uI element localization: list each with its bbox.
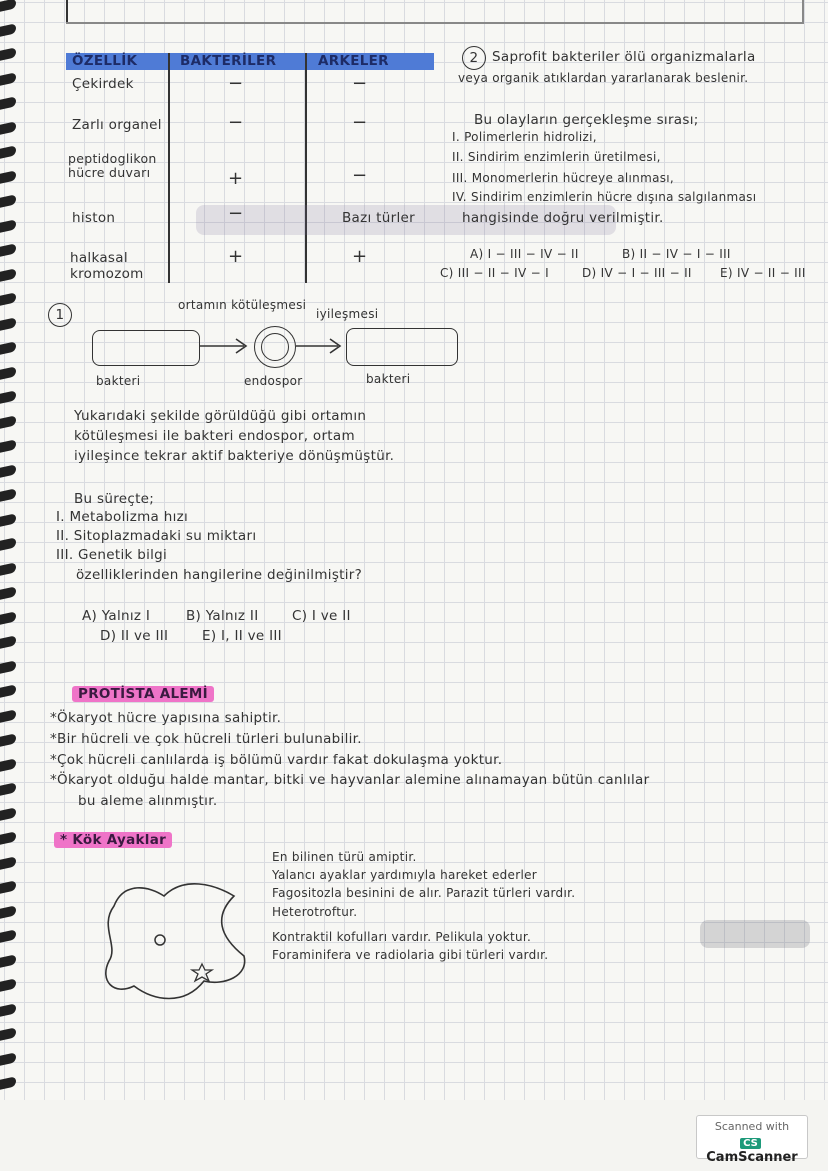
arrow-label-worsen: ortamın kötüleşmesi: [178, 298, 307, 312]
q1-option: C) I ve II: [292, 608, 351, 624]
q1-option: E) I, II ve III: [202, 628, 282, 644]
binding-hole: [0, 537, 16, 550]
table-divider-2: [305, 53, 307, 283]
binding-hole: [0, 758, 16, 771]
top-frame-left: [66, 0, 68, 22]
binding-hole: [0, 341, 16, 354]
binding-hole: [0, 733, 16, 746]
binding-hole: [0, 684, 16, 697]
binding-hole: [0, 1076, 16, 1089]
kok-line: Fagositozla besinini de alır. Parazit türleri vardır.: [272, 886, 576, 900]
diagram-label-right: bakteri: [366, 372, 411, 386]
q1-option: B) Yalnız II: [186, 608, 259, 624]
spiral-binding: [0, 0, 22, 1100]
watermark-brand: CamScanner: [706, 1150, 798, 1165]
q1-text-line: Yukarıdaki şekilde görüldüğü gibi ortamın: [74, 408, 367, 424]
q2-option: B) II − IV − I − III: [622, 247, 731, 261]
binding-hole: [0, 96, 16, 109]
q2-option: E) IV − II − III: [720, 266, 806, 280]
binding-hole: [0, 513, 16, 526]
binding-hole: [0, 880, 16, 893]
binding-hole: [0, 72, 16, 85]
diagram-label-mid: endospor: [244, 374, 303, 388]
q1-ask: özelliklerinden hangilerine değinilmiştir?: [76, 567, 363, 583]
q1-item: II. Sitoplazmadaki su miktarı: [56, 528, 257, 544]
question-number: 1: [48, 303, 72, 327]
binding-hole: [0, 439, 16, 452]
watermark-line1: Scanned with: [714, 1120, 790, 1133]
q2-ask: hangisinde doğru verilmiştir.: [462, 210, 664, 226]
binding-hole: [0, 660, 16, 673]
q1-text-line: iyileşince tekrar aktif bakteriye dönüşmüştür.: [74, 448, 395, 464]
table-row-archaea: Bazı türler: [342, 210, 415, 226]
amoeba-drawing: [94, 866, 264, 1016]
camscanner-logo-icon: CS: [740, 1138, 761, 1149]
table-row-archaea: −: [352, 73, 368, 94]
table-divider-1: [168, 53, 170, 283]
table-row-bacteria: +: [228, 168, 244, 189]
table-row-bacteria: +: [228, 246, 244, 267]
bacteria-cell-shape: [346, 328, 458, 366]
table-header-bacteria: BAKTERİLER: [180, 53, 277, 69]
binding-hole: [0, 978, 16, 991]
kok-line: Yalancı ayaklar yardımıyla hareket ederler: [272, 868, 538, 882]
vacuole-star-icon: [192, 964, 212, 981]
nucleus-icon: [155, 935, 165, 945]
kok-line: Foraminifera ve radiolaria gibi türleri vardır.: [272, 948, 549, 962]
binding-hole: [0, 905, 16, 918]
q1-option: D) II ve III: [100, 628, 169, 644]
binding-hole: [0, 831, 16, 844]
binding-hole: [0, 929, 16, 942]
q1-prompt: Bu süreçte;: [74, 491, 155, 507]
q2-option: A) I − III − IV − II: [470, 247, 579, 261]
binding-hole: [0, 268, 16, 281]
table-row-archaea: +: [352, 246, 368, 267]
q2-intro: Bu olayların gerçekleşme sırası;: [474, 112, 699, 128]
binding-hole: [0, 1027, 16, 1040]
binding-hole: [0, 562, 16, 575]
binding-hole: [0, 390, 16, 403]
binding-hole: [0, 121, 16, 134]
q1-option: A) Yalnız I: [82, 608, 151, 624]
protista-bullet: *Çok hücreli canlılarda iş bölümü vardır fakat dokulaşma yoktur.: [50, 752, 503, 768]
binding-hole: [0, 47, 16, 60]
protista-bullet: bu aleme alınmıştır.: [78, 793, 218, 809]
binding-hole: [0, 611, 16, 624]
binding-hole: [0, 415, 16, 428]
q2-stem-line: Saprofit bakteriler ölü organizmalarla: [492, 49, 756, 65]
kok-ayaklar-heading: * Kök Ayaklar: [54, 832, 172, 848]
top-frame-right: [802, 0, 804, 22]
watermark-line2: [697, 1135, 807, 1165]
table-row-feature: Çekirdek: [72, 76, 134, 92]
arrow-icon: [196, 334, 252, 358]
binding-hole: [0, 782, 16, 795]
binding-hole: [0, 856, 16, 869]
binding-hole: [0, 1003, 16, 1016]
q2-item: IV. Sindirim enzimlerin hücre dışına salgılanması: [452, 190, 757, 204]
binding-hole: [0, 954, 16, 967]
table-row-bacteria: −: [228, 73, 244, 94]
binding-hole: [0, 464, 16, 477]
table-header-feature: ÖZELLİK: [72, 53, 138, 69]
eraser-smudge: [700, 920, 810, 948]
table-row-feature: peptidoglikon hücre duvarı: [68, 151, 157, 180]
bacteria-cell-shape: [92, 330, 200, 366]
protista-bullet: *Bir hücreli ve çok hücreli türleri bulunabilir.: [50, 731, 362, 747]
protista-bullet: *Ökaryot hücre yapısına sahiptir.: [50, 710, 282, 726]
q1-item: III. Genetik bilgi: [56, 547, 168, 563]
table-header-archaea: ARKELER: [318, 53, 389, 69]
q2-item: I. Polimerlerin hidrolizi,: [452, 130, 597, 144]
binding-hole: [0, 807, 16, 820]
table-row-feature: halkasal kromozom: [70, 250, 144, 282]
endospor-inner-shape: [261, 333, 289, 361]
kok-line: En bilinen türü amiptir.: [272, 850, 417, 864]
binding-hole: [0, 366, 16, 379]
binding-hole: [0, 1052, 16, 1065]
table-row-bacteria: −: [228, 203, 244, 224]
binding-hole: [0, 709, 16, 722]
binding-hole: [0, 194, 16, 207]
q2-option: D) IV − I − III − II: [582, 266, 692, 280]
camscanner-watermark: [696, 1115, 808, 1165]
binding-hole: [0, 586, 16, 599]
binding-hole: [0, 243, 16, 256]
binding-hole: [0, 317, 16, 330]
binding-hole: [0, 170, 16, 183]
kok-line: Heterotroftur.: [272, 905, 358, 919]
binding-hole: [0, 23, 16, 36]
protista-bullet: *Ökaryot olduğu halde mantar, bitki ve hayvanlar alemine alınamayan bütün canlılar: [50, 772, 650, 788]
q1-item: I. Metabolizma hızı: [56, 509, 189, 525]
table-row-feature: Zarlı organel: [72, 117, 162, 133]
binding-hole: [0, 635, 16, 648]
q2-item: III. Monomerlerin hücreye alınması,: [452, 171, 675, 185]
q2-stem-line: veya organik atıklardan yararlanarak beslenir.: [458, 71, 749, 85]
arrow-label-improve: iyileşmesi: [316, 307, 379, 321]
q2-item: II. Sindirim enzimlerin üretilmesi,: [452, 150, 661, 164]
table-row-archaea: −: [352, 112, 368, 133]
arrow-icon: [294, 334, 346, 358]
q1-text-line: kötüleşmesi ile bakteri endospor, ortam: [74, 428, 355, 444]
table-row-bacteria: −: [228, 112, 244, 133]
binding-hole: [0, 292, 16, 305]
table-row-archaea: −: [352, 165, 368, 186]
binding-hole: [0, 488, 16, 501]
binding-hole: [0, 145, 16, 158]
question-number: 2: [462, 46, 486, 70]
q2-option: C) III − II − IV − I: [440, 266, 549, 280]
binding-hole: [0, 0, 16, 12]
top-frame-bottom: [66, 22, 804, 24]
binding-hole: [0, 219, 16, 232]
table-row-feature: histon: [72, 210, 116, 226]
diagram-label-left: bakteri: [96, 374, 141, 388]
kok-line: Kontraktil kofulları vardır. Pelikula yoktur.: [272, 930, 532, 944]
protista-heading: PROTİSTA ALEMİ: [72, 686, 214, 702]
